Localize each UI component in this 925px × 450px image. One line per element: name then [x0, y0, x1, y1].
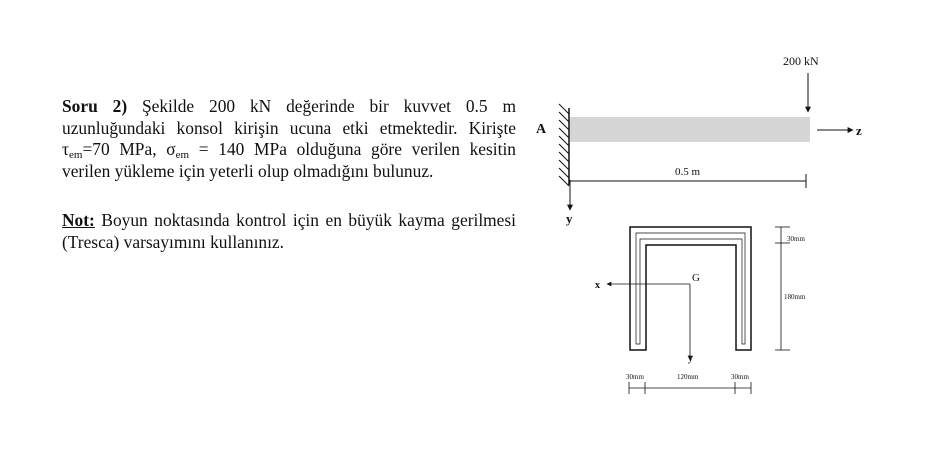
- note-text: Boyun noktasında kontrol için en büyük kayma gerilmesi (Tresca) varsayımını kullanınız.: [62, 210, 516, 252]
- question-paragraph: [62, 96, 516, 182]
- question-text-1: Şekilde 200 kN değerinde bir kuvvet 0.5 m uzunluğundaki konsol kirişin ucuna etki etmektedir. Kirişte τ: [62, 96, 516, 160]
- bottom-dimensions: [629, 382, 751, 394]
- question-text-2: =70 MPa, σ: [82, 139, 176, 160]
- x-axis-section-label: x: [595, 280, 600, 291]
- height-label: 180mm: [784, 293, 806, 301]
- height-dimension: [775, 227, 790, 350]
- tau-subscript: em: [69, 149, 83, 162]
- cross-section-inner: [636, 233, 745, 344]
- length-label: 0.5 m: [675, 166, 701, 178]
- y-axis-beam-label: y: [566, 211, 573, 226]
- question-text-3: = 140 MPa olduğuna göre verilen kesitin verilen yükleme için yeterli olup olmadığını bulunuz.: [62, 139, 516, 181]
- wall-support: [559, 104, 569, 186]
- left-flange-label: 30mm: [626, 373, 644, 381]
- beam-figure: [525, 40, 885, 420]
- support-label: A: [536, 122, 547, 137]
- sigma-subscript: em: [175, 149, 190, 162]
- question-text: [62, 96, 516, 254]
- y-axis-section-label: y: [688, 353, 693, 364]
- note-paragraph: [62, 210, 516, 253]
- z-axis-label: z: [856, 123, 862, 138]
- right-flange-label: 30mm: [731, 373, 749, 381]
- force-label: 200 kN: [783, 54, 819, 68]
- centroid-label: G: [692, 272, 700, 284]
- gap-label: 120mm: [677, 373, 699, 381]
- cross-section: [630, 227, 751, 350]
- note-label: Not:: [62, 210, 95, 231]
- beam: [570, 117, 810, 142]
- question-number: Soru 2): [62, 96, 128, 116]
- top-thickness-label: 30mm: [787, 235, 805, 243]
